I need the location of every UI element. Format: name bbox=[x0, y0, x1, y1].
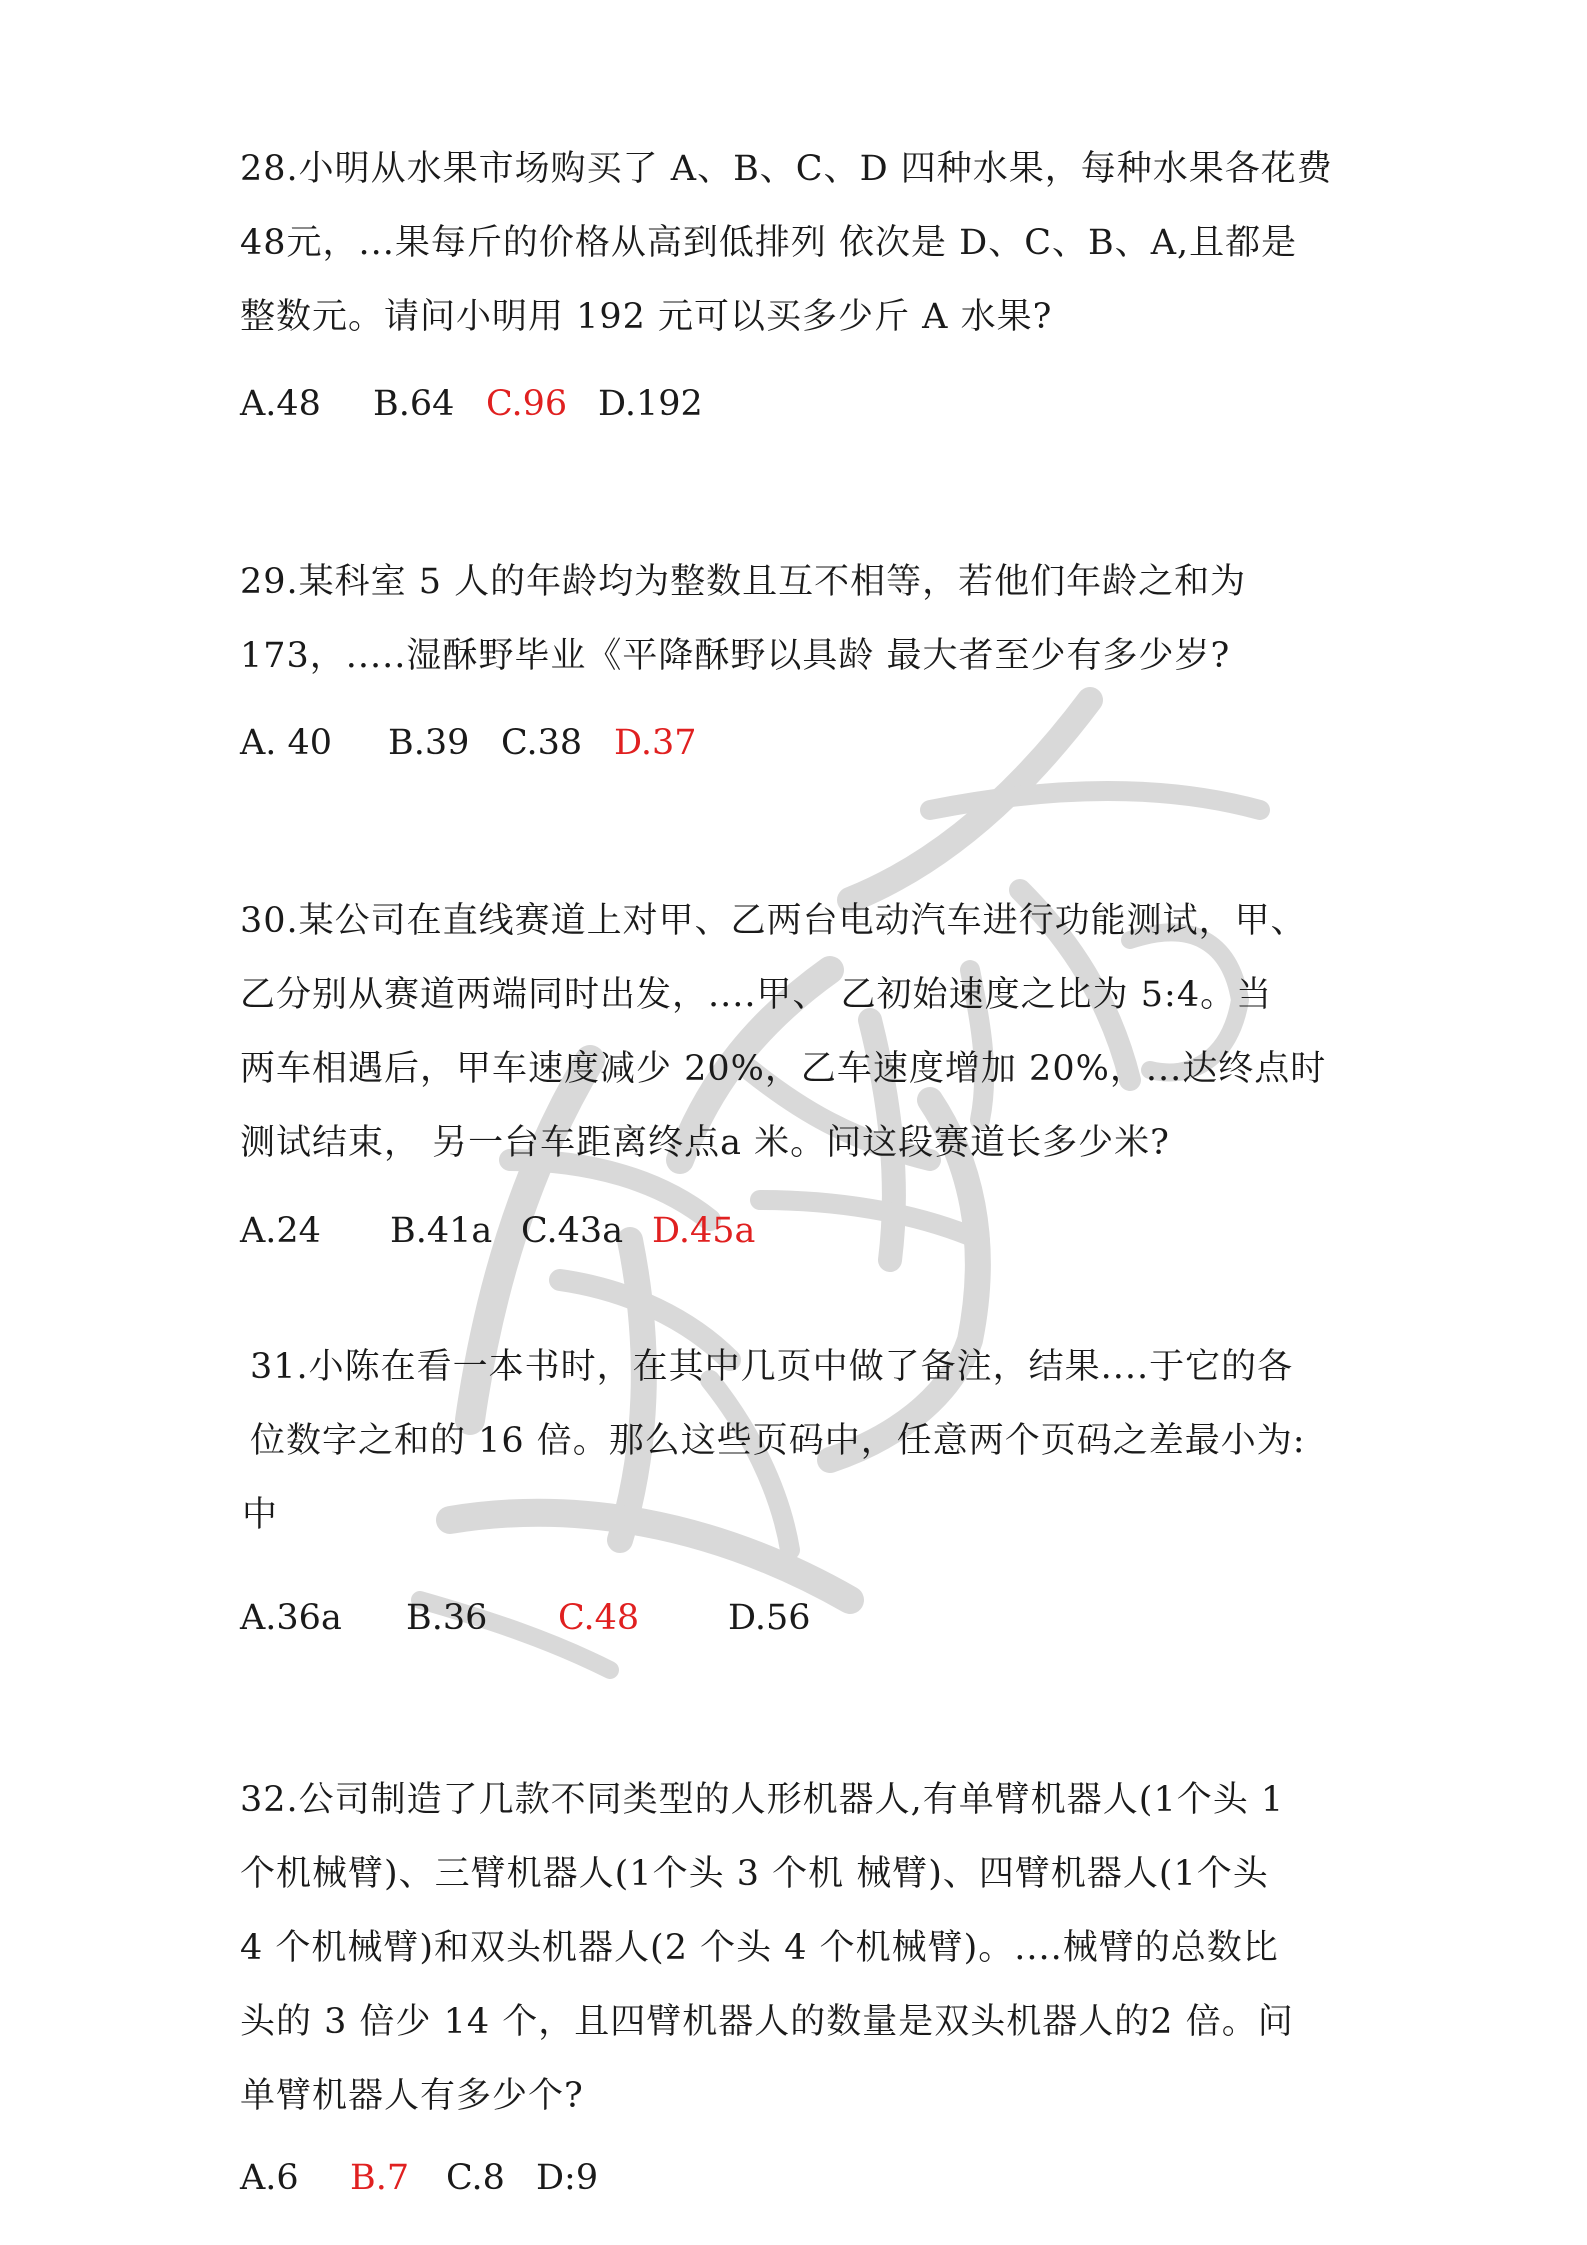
option-c: C.43a bbox=[521, 1211, 624, 1251]
question-line: 测试结束， 另一台车距离终点a 米。问这段赛道长多少米? bbox=[240, 1123, 1170, 1163]
option-d: D.192 bbox=[598, 384, 703, 424]
question-30-text bbox=[240, 884, 1360, 1180]
option-a: A.36a bbox=[240, 1598, 342, 1638]
question-line: 单臂机器人有多少个? bbox=[240, 2076, 584, 2116]
question-line: 29.某科室 5 人的年龄均为整数且互不相等，若他们年龄之和为 bbox=[240, 562, 1247, 602]
question-line: 位数字之和的 16 倍。那么这些页码中，任意两个页码之差最小为: bbox=[250, 1421, 1306, 1461]
option-c: C.38 bbox=[501, 723, 583, 763]
question-28-text bbox=[240, 132, 1360, 354]
option-d: D:9 bbox=[536, 2158, 599, 2198]
option-b: B.36 bbox=[406, 1598, 488, 1638]
option-d: D.56 bbox=[728, 1598, 811, 1638]
question-line: 整数元。请问小明用 192 元可以买多少斤 A 水果? bbox=[240, 297, 1053, 337]
question-line: 两车相遇后，甲车速度减少 20%，乙车速度增加 20%，...达终点时 bbox=[240, 1049, 1327, 1089]
option-c-correct: C.96 bbox=[486, 384, 568, 424]
question-line: 乙分别从赛道两端同时出发，....甲、 乙初始速度之比为 5:4。当 bbox=[240, 975, 1273, 1015]
question-line: 32.公司制造了几款不同类型的人形机器人,有单臂机器人(1个头 1 bbox=[240, 1780, 1285, 1820]
question-line: 30.某公司在直线赛道上对甲、乙两台电动汽车进行功能测试，甲、 bbox=[240, 901, 1307, 941]
option-d-correct: D.37 bbox=[614, 723, 697, 763]
question-line: 48元，...果每斤的价格从高到低排列 依次是 D、C、B、A,且都是 bbox=[240, 223, 1298, 263]
question-31-text bbox=[242, 1330, 1370, 1552]
option-c: C.8 bbox=[446, 2158, 505, 2198]
question-29-text bbox=[240, 545, 1360, 693]
option-a: A.6 bbox=[240, 2158, 299, 2198]
question-line: 中 bbox=[242, 1495, 279, 1535]
question-32-text bbox=[240, 1763, 1360, 2133]
option-a: A.24 bbox=[240, 1211, 321, 1251]
question-line: 个机械臂)、三臂机器人(1个头 3 个机 械臂)、四臂机器人(1个头 bbox=[240, 1854, 1269, 1894]
option-a: A.48 bbox=[240, 384, 321, 424]
option-a: A. 40 bbox=[240, 723, 333, 763]
question-line: 4 个机械臂)和双头机器人(2 个头 4 个机械臂)。....械臂的总数比 bbox=[240, 1928, 1279, 1968]
question-line: 头的 3 倍少 14 个，且四臂机器人的数量是双头机器人的2 倍。问 bbox=[240, 2002, 1294, 2042]
question-line: 28.小明从水果市场购买了 A、B、C、D 四种水果，每种水果各花费 bbox=[240, 149, 1333, 189]
option-d-correct: D.45a bbox=[652, 1211, 756, 1251]
question-line: 173，.....湿酥野毕业《平降酥野以具龄 最大者至少有多少岁? bbox=[240, 636, 1231, 676]
option-b: B.39 bbox=[388, 723, 470, 763]
option-b-correct: B.7 bbox=[350, 2158, 410, 2198]
option-c-correct: C.48 bbox=[558, 1598, 640, 1638]
option-b: B.41a bbox=[390, 1211, 493, 1251]
question-line: 31.小陈在看一本书时，在其中几页中做了备注，结果....于它的各 bbox=[250, 1347, 1294, 1387]
option-b: B.64 bbox=[373, 384, 455, 424]
